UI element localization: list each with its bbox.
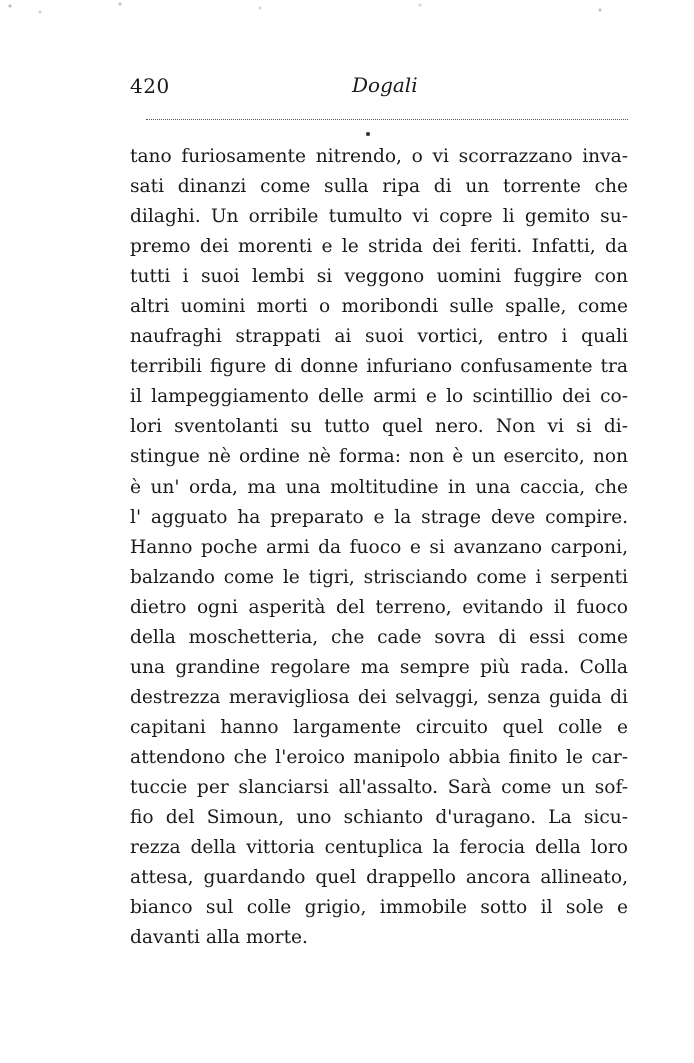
text-line: attendono che l'eroico manipolo abbia finito le car- (130, 746, 628, 768)
text-line: dietro ogni asperità del terreno, evitando il fuoco (130, 596, 628, 618)
text-line: dilaghi. Un orribile tumulto vi copre li gemito su- (130, 206, 628, 228)
text-line: è un' orda, ma una moltitudine in una caccia, che (130, 476, 628, 498)
text-line: balzando come le tigri, strisciando come i serpenti (130, 566, 628, 588)
text-line: Hanno poche armi da fuoco e si avanzano carponi, (130, 536, 628, 558)
text-line: il lampeggiamento delle armi e lo scintillio dei co- (130, 386, 628, 408)
text-line-last: davanti alla morte. (130, 927, 308, 949)
text-line: naufraghi strappati ai suoi vortici, entro i quali (130, 326, 628, 348)
ink-speck (366, 132, 370, 136)
running-title: Dogali (352, 73, 418, 97)
body-text (130, 142, 628, 953)
text-line: bianco sul colle grigio, immobile sotto il sole e (130, 897, 628, 919)
text-line: premo dei morenti e le strida dei feriti. Infatti, da (130, 236, 628, 258)
page-number: 420 (130, 74, 170, 98)
text-line: terribili figure di donne infuriano confusamente tra (130, 356, 628, 378)
text-line: tutti i suoi lembi si veggono uomini fuggire con (130, 266, 628, 288)
text-line: lori sventolanti su tutto quel nero. Non vi si di- (130, 416, 628, 438)
text-line: sati dinanzi come sulla ripa di un torrente che (130, 176, 628, 198)
header-rule (146, 119, 628, 120)
text-line: una grandine regolare ma sempre più rada. Colla (130, 656, 628, 678)
text-line: altri uomini morti o moribondi sulle spalle, come (130, 296, 628, 318)
scan-noise (0, 0, 694, 30)
text-line: l' agguato ha preparato e la strage deve compire. (130, 506, 628, 528)
text-line: fio del Simoun, uno schianto d'uragano. La sicu- (130, 807, 628, 829)
text-line: tano furiosamente nitrendo, o vi scorrazzano inva- (130, 146, 628, 167)
text-line: della moschetteria, che cade sovra di essi come (130, 626, 628, 648)
text-line: stingue nè ordine nè forma: non è un esercito, non (130, 446, 628, 468)
text-line: capitani hanno largamente circuito quel colle e (130, 716, 628, 738)
text-line: destrezza meravigliosa dei selvaggi, senza guida di (130, 686, 628, 708)
text-line: rezza della vittoria centuplica la ferocia della loro (130, 837, 628, 859)
text-line: tuccie per slanciarsi all'assalto. Sarà come un sof- (130, 776, 628, 798)
text-line: attesa, guardando quel drappello ancora allineato, (130, 867, 628, 889)
